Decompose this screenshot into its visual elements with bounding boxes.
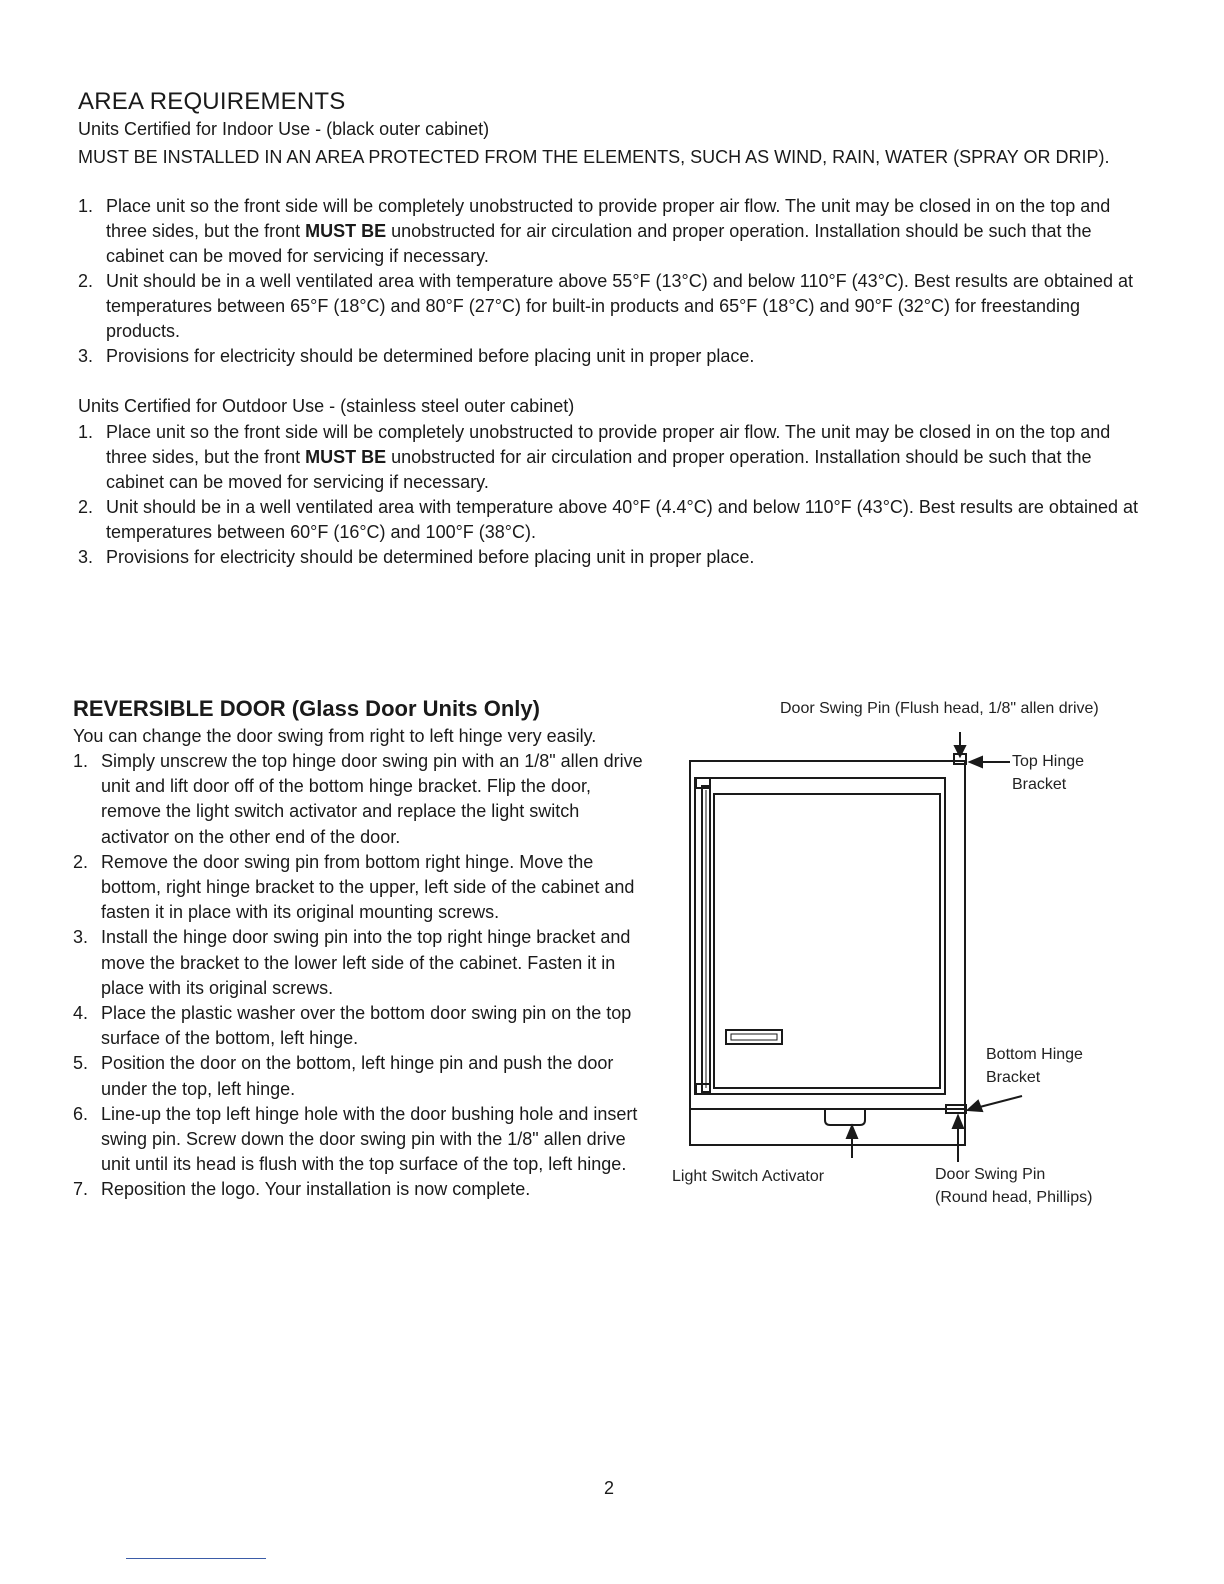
list-number: 1.	[78, 196, 94, 216]
list-emphasis: MUST BE	[305, 221, 387, 241]
arrowhead	[968, 1101, 982, 1111]
arrowhead	[847, 1126, 857, 1138]
list-number: 5.	[73, 1053, 89, 1074]
list-text: Simply unscrew the top hinge door swing pin with an 1/8" allen drive unit and lift door off of the bottom hinge bracket. Flip the door, remove the light switch activator and replace the light switch activator on the other end of the door.	[101, 751, 643, 847]
list-item	[78, 344, 1148, 369]
list-text: Remove the door swing pin from bottom right hinge. Move the bottom, right hinge bracket to the upper, left side of the cabinet and fasten it in place with its original mounting screws.	[101, 851, 635, 923]
list-number: 3.	[78, 346, 94, 366]
logo-badge	[726, 1030, 782, 1044]
logo-inner	[731, 1034, 777, 1040]
list-item	[78, 194, 1148, 269]
list-item	[73, 749, 643, 850]
indoor-heading: Units Certified for Indoor Use - (black outer cabinet)	[78, 119, 490, 139]
list-item	[78, 420, 1148, 495]
list-number: 2.	[78, 271, 94, 291]
list-text: Place unit so the front side will be completely unobstructed to provide proper air flow. The unit may be closed in on the top and three sides, but the front	[106, 196, 1111, 241]
label-line: (Round head, Phillips)	[935, 1189, 1093, 1206]
list-item	[73, 1001, 643, 1051]
list-emphasis: MUST BE	[305, 447, 387, 467]
label-line: Bracket	[1012, 776, 1067, 793]
label-line: Top Hinge	[1012, 753, 1085, 770]
list-number: 4.	[73, 1003, 89, 1024]
list-text: Line-up the top left hinge hole with the door bushing hole and insert swing pin. Screw down the door swing pin with the 1/8" allen drive unit until its head is flush with the top surface of the top, left hinge.	[101, 1103, 638, 1175]
arrowhead	[970, 757, 982, 767]
list-number: 7.	[73, 1179, 89, 1200]
list-number: 2.	[73, 851, 89, 872]
list-item	[73, 925, 643, 1001]
list-text: Unit should be in a well ventilated area with temperature above 40°F (4.4°C) and below 110°F (43°C). Best results are obtained at temperatures between 60°F (16°C) and 100°F (38°C).	[106, 497, 1139, 542]
list-text: unobstructed for air circulation and proper operation. Installation should be such that the cabinet can be moved for servicing if necessary.	[106, 447, 1092, 492]
list-number: 2.	[78, 497, 94, 517]
list-number: 1.	[73, 751, 89, 771]
door-steps-list	[73, 749, 643, 1203]
list-text: Unit should be in a well ventilated area with temperature above 55°F (13°C) and below 110°F (43°C). Best results are obtained at temperatures between 65°F (18°C) and 80°F (27°C) for built-in products and 65°F (18°C) and 90°F (32°C) for freestanding products.	[106, 271, 1134, 341]
list-text: Reposition the logo. Your installation is now complete.	[101, 1179, 531, 1200]
indoor-list	[78, 194, 1148, 369]
section-title-reversible-door: REVERSIBLE DOOR (Glass Door Units Only)	[73, 696, 540, 721]
door-outline	[695, 778, 945, 1094]
list-text: Position the door on the bottom, left hinge pin and push the door under the top, left hinge.	[101, 1053, 614, 1099]
door-diagram	[660, 720, 1040, 1170]
door-intro: You can change the door swing from right to left hinge very easily.	[73, 726, 597, 746]
label-line: Door Swing Pin	[935, 1166, 1046, 1183]
section-title-area-requirements: AREA REQUIREMENTS	[78, 88, 346, 115]
label-line: Bottom Hinge	[986, 1046, 1083, 1063]
list-text: unobstructed for air circulation and proper operation. Installation should be such that the cabinet can be moved for servicing if necessary.	[106, 221, 1092, 266]
footer-rule	[126, 1558, 266, 1559]
list-number: 6.	[73, 1103, 89, 1124]
list-item	[78, 269, 1148, 344]
list-item	[78, 495, 1148, 545]
arrowhead	[953, 1116, 963, 1128]
list-number: 3.	[78, 547, 94, 567]
outdoor-list	[78, 420, 1148, 570]
list-number: 1.	[78, 422, 94, 442]
list-item	[73, 850, 643, 926]
list-text: Place unit so the front side will be completely unobstructed to provide proper air flow. The unit may be closed in on the top and three sides, but the front	[106, 422, 1111, 467]
indoor-notice: MUST BE INSTALLED IN AN AREA PROTECTED FROM THE ELEMENTS, SUCH AS WIND, RAIN, WATER (SPRAY OR DRIP).	[78, 147, 1110, 167]
light-switch-activator	[825, 1109, 865, 1125]
list-item	[73, 1051, 643, 1101]
list-text: Provisions for electricity should be determined before placing unit in proper place.	[106, 547, 755, 567]
list-number: 3.	[73, 927, 89, 948]
list-item	[78, 545, 1148, 570]
list-text: Place the plastic washer over the bottom door swing pin on the top surface of the bottom, left hinge.	[101, 1003, 632, 1049]
door-swing-pin-top-label: Door Swing Pin (Flush head, 1/8" allen drive)	[780, 700, 1099, 717]
light-switch-label: Light Switch Activator	[672, 1168, 825, 1185]
list-item	[73, 1102, 643, 1178]
list-text: Provisions for electricity should be determined before placing unit in proper place.	[106, 346, 755, 366]
label-line: Bracket	[986, 1069, 1041, 1086]
page-number: 2	[604, 1478, 615, 1498]
outdoor-heading: Units Certified for Outdoor Use - (stainless steel outer cabinet)	[78, 396, 575, 416]
list-text: Install the hinge door swing pin into the top right hinge bracket and move the bracket to the lower left side of the cabinet. Fasten it in place with its original screws.	[101, 927, 631, 998]
list-item	[73, 1177, 643, 1202]
